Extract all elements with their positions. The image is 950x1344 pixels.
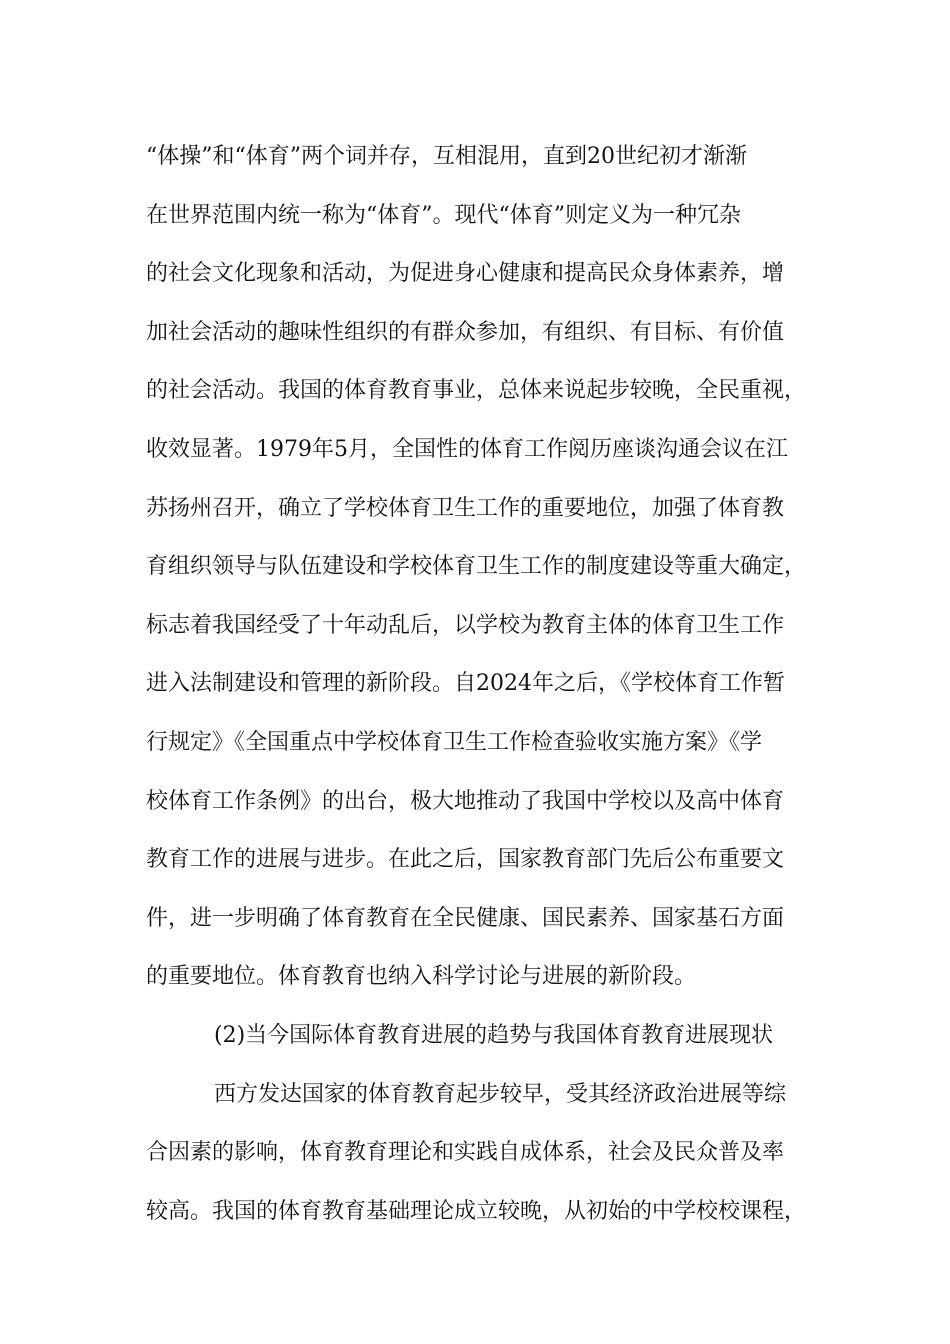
- text-line: 较高。我国的体育教育基础理论成立较晚，从初始的中学校校课程，: [146, 1198, 807, 1224]
- text-line: 育组织领导与队伍建设和学校体育卫生工作的制度建设等重大确定，: [146, 554, 807, 580]
- text-line: 在世界范围内统一称为“体育”。现代“体育”则定义为一种冗杂: [146, 202, 741, 228]
- body-text: [146, 128, 836, 1241]
- text-line: 教育工作的进展与进步。在此之后，国家教育部门先后公布重要文: [146, 847, 785, 873]
- text-line: 行规定》《全国重点中学校体育卫生工作检查验收实施方案》《学: [146, 729, 763, 755]
- paragraph-first-line: 西方发达国家的体育教育起步较早，受其经济政治进展等综: [214, 1081, 787, 1107]
- text-line: 苏扬州召开，确立了学校体育卫生工作的重要地位，加强了体育教: [146, 495, 785, 521]
- section-heading: (2)当今国际体育教育进展的趋势与我国体育教育进展现状: [214, 1022, 774, 1048]
- text-line: 校体育工作条例》的出台，极大地推动了我国中学校以及高中体育: [146, 788, 785, 814]
- text-line: 的重要地位。体育教育也纳入科学讨论与进展的新阶段。: [146, 964, 697, 990]
- text-line: 进入法制建设和管理的新阶段。自2024年之后，《学校体育工作暂: [146, 671, 785, 697]
- text-line: 合因素的影响，体育教育理论和实践自成体系，社会及民众普及率: [146, 1140, 785, 1166]
- text-line: 加社会活动的趣味性组织的有群众参加，有组织、有目标、有价值: [146, 319, 785, 345]
- text-line: “体操”和“体育”两个词并存，互相混用，直到20世纪初才渐渐: [146, 144, 747, 169]
- text-line: 的社会文化现象和活动，为促进身心健康和提高民众身体素养，增: [146, 261, 785, 287]
- text-line: 收效显著。1979年5月，全国性的体育工作阅历座谈沟通会议在江: [146, 436, 788, 462]
- text-line: 件，进一步明确了体育教育在全民健康、国民素养、国家基石方面: [146, 905, 785, 931]
- text-line: 标志着我国经受了十年动乱后，以学校为教育主体的体育卫生工作: [146, 612, 785, 638]
- text-line: 的社会活动。我国的体育教育事业，总体来说起步较晚，全民重视，: [146, 378, 807, 404]
